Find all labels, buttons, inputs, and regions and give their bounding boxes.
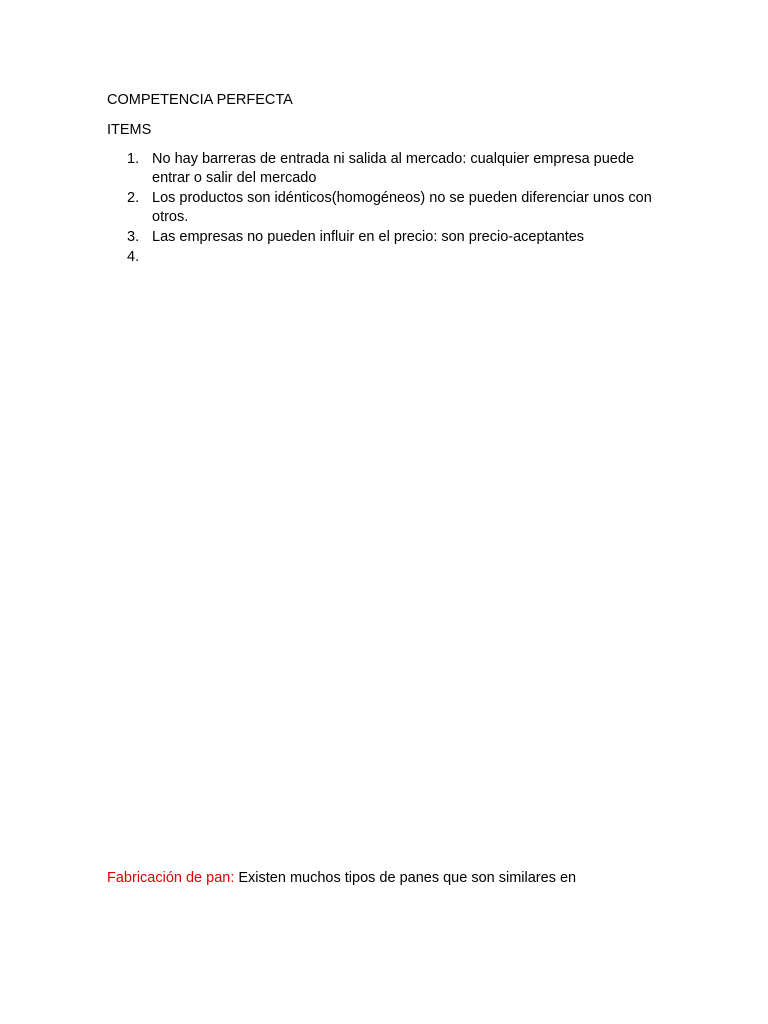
footer-paragraph-lead: Fabricación de pan: bbox=[107, 870, 235, 886]
footer-paragraph-text: Existen muchos tipos de panes que son similares en bbox=[234, 870, 577, 886]
document-title: COMPETENCIA PERFECTA bbox=[107, 92, 293, 108]
list-item-text: Los productos son idénticos(homogéneos) no se pueden diferenciar unos con otros. bbox=[152, 190, 652, 225]
list-item-text: No hay barreras de entrada ni salida al mercado: cualquier empresa puede entrar o salir del mercado bbox=[152, 151, 635, 186]
numbered-list bbox=[107, 150, 667, 268]
list-item-number: 4. bbox=[127, 249, 140, 265]
list-item-text: Las empresas no pueden influir en el precio: son precio-aceptantes bbox=[152, 229, 585, 245]
list-item bbox=[107, 248, 667, 267]
list-item bbox=[107, 228, 667, 247]
list-item bbox=[107, 150, 667, 188]
items-heading: ITEMS bbox=[107, 122, 152, 138]
footer-paragraph bbox=[107, 869, 576, 887]
list-item-number: 1. bbox=[127, 151, 140, 167]
list-item bbox=[107, 189, 667, 227]
list-item-number: 3. bbox=[127, 229, 140, 245]
list-item-number: 2. bbox=[127, 190, 140, 206]
